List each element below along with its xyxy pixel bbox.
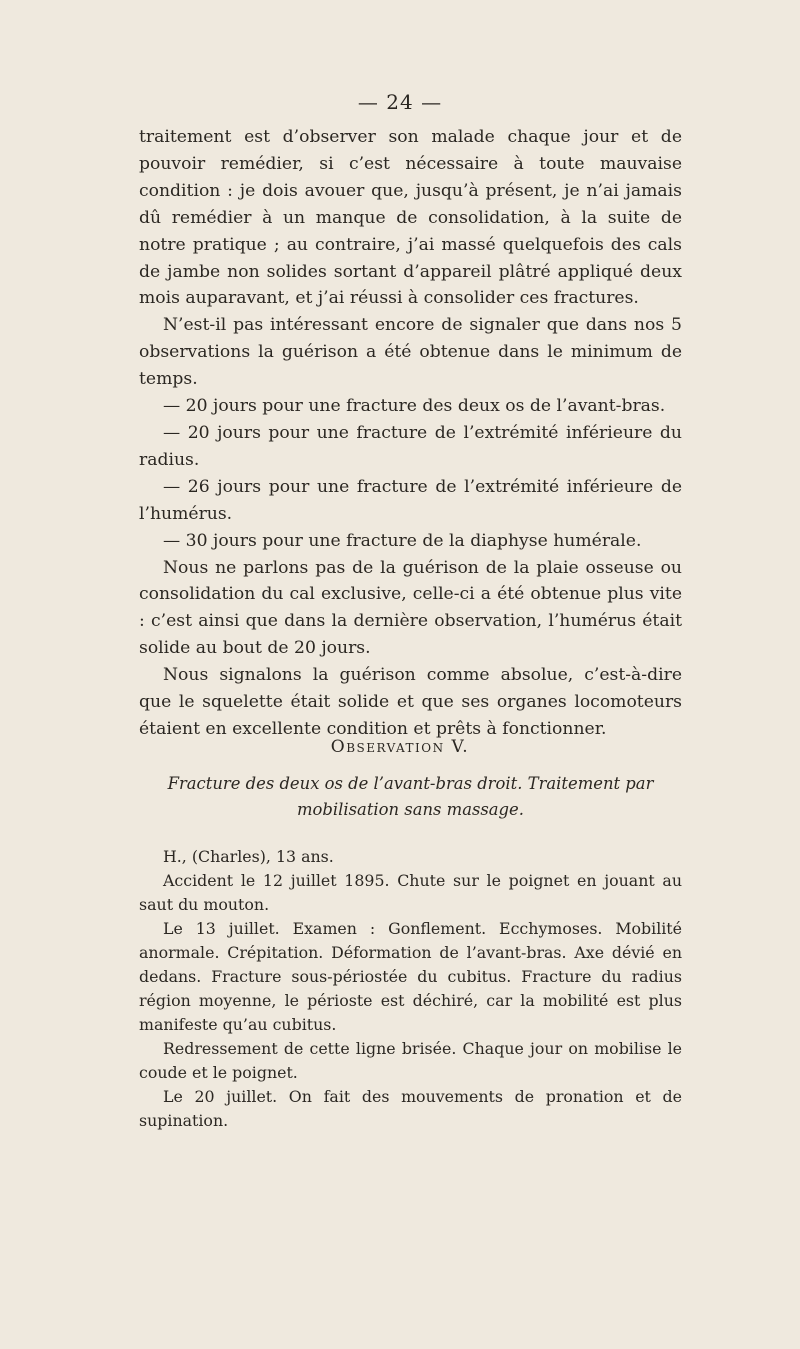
page-number: — 24 — [357,90,443,114]
case-report [139,845,682,1133]
observation-heading: Observation V. [330,737,470,757]
case-paragraph: Redressement de cette ligne brisée. Chaque jour on mobilise le coude et le poignet. [139,1039,682,1082]
paragraph: — 20 jours pour une fracture des deux os de l’avant-bras. [163,396,666,417]
paragraph: Nous signalons la guérison comme absolue, c’est-à-dire que le squelette était solide et que ses organes locomoteurs étaient en excellente condition et prêts à fonctionner. [139,665,682,739]
paragraph: N’est-il pas intéressant encore de signaler que dans nos 5 observations la guérison a été obtenue dans le minimum de temps. [139,315,682,390]
case-paragraph: H., (Charles), 13 ans. [163,847,334,866]
case-paragraph: Accident le 12 juillet 1895. Chute sur le poignet en jouant au saut du mouton. [139,871,682,914]
paragraph: — 26 jours pour une fracture de l’extrémité inférieure de l’humérus. [139,476,682,524]
observation-subtitle: Fracture des deux os de l’avant-bras droit. Traitement par mobilisation sans massage. [167,774,654,819]
main-text [139,124,682,743]
paragraph: traitement est d’observer son malade chaque jour et de pouvoir remédier, si c’est nécessaire à toute mauvaise condition : je dois avouer que, jusqu’à présent, je n’ai jamais dû remédier à un manque de consolidation, à la suite de notre pratique ; au contraire, j’ai massé quelquefois des cals de jambe non solides sortant d’appareil plâtré appliqué deux mois auparavant, et j’ai réussi à consolider ces fractures. [139,127,682,309]
paragraph: Nous ne parlons pas de la guérison de la plaie osseuse ou consolidation du cal exclusive, celle-ci a été obtenue plus vite : c’est ainsi que dans la dernière observation, l’humérus était solide au bout de 20 jours. [139,557,682,659]
paragraph: — 20 jours pour une fracture de l’extrémité inférieure du radius. [139,422,682,470]
paragraph: — 30 jours pour une fracture de la diaphyse humérale. [163,530,642,551]
case-paragraph: Le 20 juillet. On fait des mouvements de pronation et de supination. [139,1087,682,1130]
case-paragraph: Le 13 juillet. Examen : Gonflement. Ecchymoses. Mobilité anormale. Crépitation. Déformation de l’avant-bras. Axe dévié en dedans. Fracture sous-périostée du cubitus. Fracture du radius région moyenne, le périoste est déchiré, car la mobilité est plus manifeste qu’au cubitus. [139,919,682,1034]
